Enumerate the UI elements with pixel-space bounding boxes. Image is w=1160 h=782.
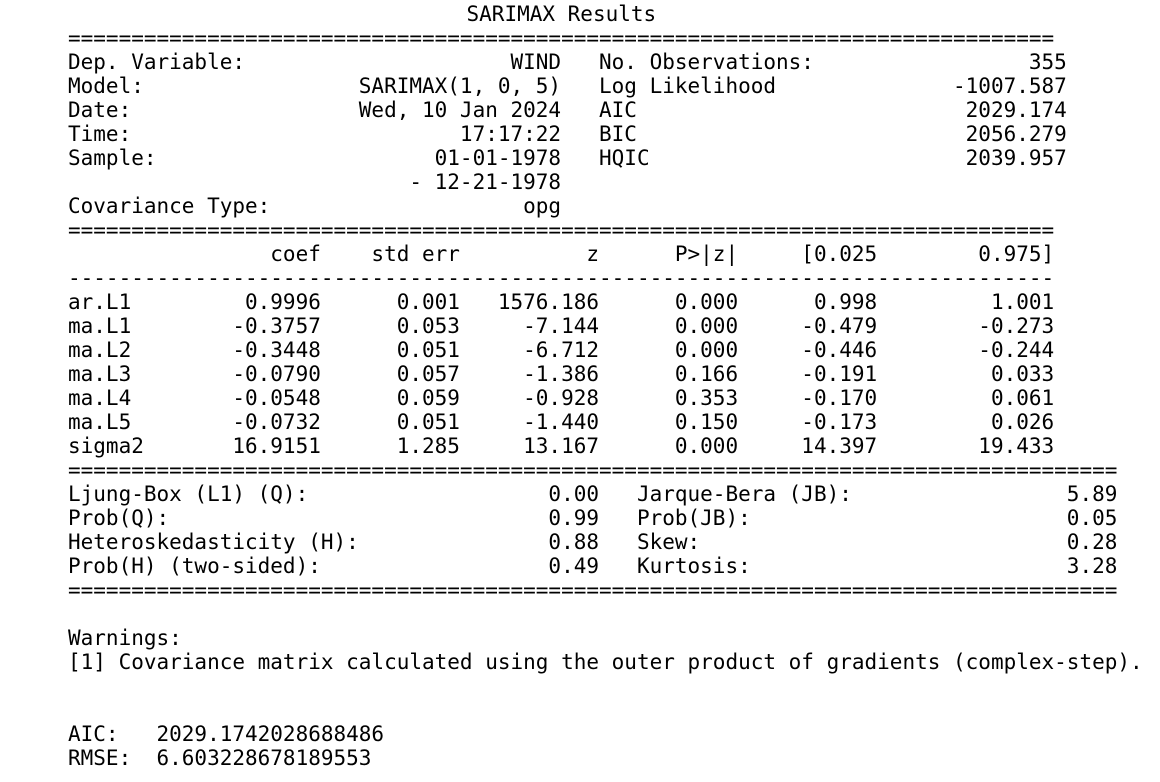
coef-table-header: coef std err z P>|z| [0.025 0.975] bbox=[68, 242, 1055, 266]
separator-line: ------------------------------------------------------------------------------ bbox=[68, 266, 1055, 290]
separator-line: ============================================================================== bbox=[68, 218, 1055, 242]
coef-table-row: sigma2 16.9151 1.285 13.167 0.000 14.397 19.433 bbox=[68, 434, 1055, 458]
coef-table-row: ma.L5 -0.0732 0.051 -1.440 0.150 -0.173 0.026 bbox=[68, 410, 1055, 434]
coef-table-row: ma.L4 -0.0548 0.059 -0.928 0.353 -0.170 0.061 bbox=[68, 386, 1055, 410]
summary-row-time: Time: 17:17:22 BIC 2056.279 bbox=[68, 122, 1067, 146]
warnings-heading: Warnings: bbox=[68, 626, 182, 650]
summary-row-covariance-type: Covariance Type: opg bbox=[68, 194, 600, 218]
diagnostics-row: Prob(H) (two-sided): 0.49 Kurtosis: 3.28 bbox=[68, 554, 1118, 578]
warning-item: [1] Covariance matrix calculated using the outer product of gradients (complex-step). bbox=[68, 650, 1143, 674]
coef-table-row: ma.L1 -0.3757 0.053 -7.144 0.000 -0.479 -0.273 bbox=[68, 314, 1055, 338]
results-title: SARIMAX Results bbox=[466, 2, 657, 26]
coef-table-row: ma.L2 -0.3448 0.051 -6.712 0.000 -0.446 -0.244 bbox=[68, 338, 1055, 362]
coef-table-row: ar.L1 0.9996 0.001 1576.186 0.000 0.998 1.001 bbox=[68, 290, 1055, 314]
separator-line: =================================================================================== bbox=[68, 458, 1118, 482]
diagnostics-row: Prob(Q): 0.99 Prob(JB): 0.05 bbox=[68, 506, 1118, 530]
separator-line: =================================================================================== bbox=[68, 578, 1118, 602]
summary-row-sample: Sample: 01-01-1978 HQIC 2039.957 bbox=[68, 146, 1067, 170]
separator-line: ============================================================================== bbox=[68, 26, 1055, 50]
coef-table-row: ma.L3 -0.0790 0.057 -1.386 0.166 -0.191 0.033 bbox=[68, 362, 1055, 386]
summary-row-sample-end: - 12-21-1978 bbox=[68, 170, 562, 194]
diagnostics-row: Heteroskedasticity (H): 0.88 Skew: 0.28 bbox=[68, 530, 1118, 554]
summary-row-date: Date: Wed, 10 Jan 2024 AIC 2029.174 bbox=[68, 98, 1067, 122]
metric-aic: AIC: 2029.1742028688486 bbox=[68, 722, 385, 746]
summary-row-dep-variable: Dep. Variable: WIND No. Observations: 355 bbox=[68, 50, 1067, 74]
metric-rmse: RMSE: 6.603228678189553 bbox=[68, 746, 372, 770]
diagnostics-row: Ljung-Box (L1) (Q): 0.00 Jarque-Bera (JB): 5.89 bbox=[68, 482, 1118, 506]
summary-row-model: Model: SARIMAX(1, 0, 5) Log Likelihood -1007.587 bbox=[68, 74, 1067, 98]
